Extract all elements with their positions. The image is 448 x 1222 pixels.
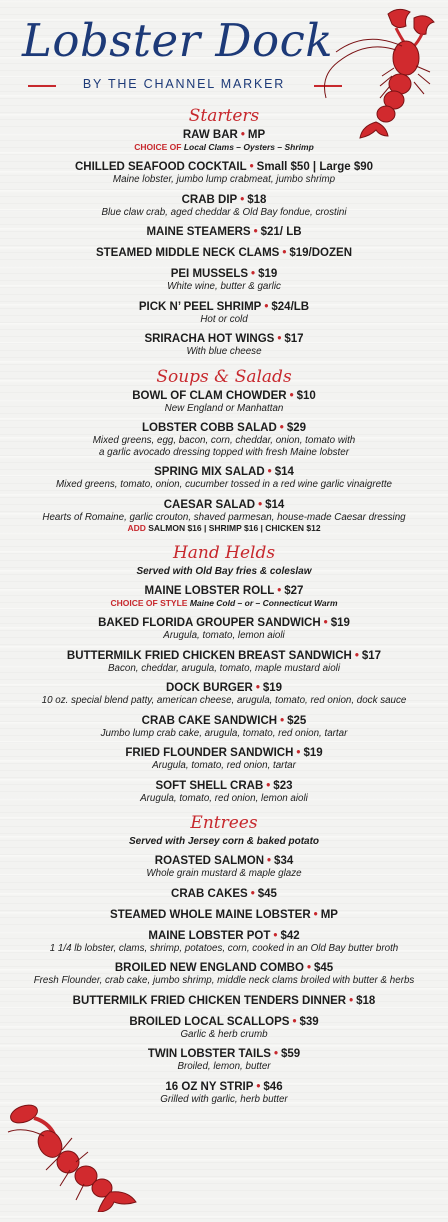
- item-description: Blue claw crab, aged cheddar & Old Bay fondue, crostini: [101, 206, 347, 218]
- menu-item: [0, 160, 448, 186]
- item-price: $29: [286, 422, 307, 434]
- item-description: White wine, butter & garlic: [167, 281, 281, 292]
- item-price: $17: [284, 333, 304, 345]
- item-price: $19: [262, 682, 283, 694]
- menu-item-line: [0, 246, 448, 260]
- item-name: BUTTERMILK FRIED CHICKEN BREAST SANDWICH: [66, 649, 352, 662]
- menu-item: [0, 332, 448, 358]
- menu-item-line: [0, 332, 448, 346]
- option-text: Maine Cold – or – Connecticut Warm: [189, 598, 338, 608]
- item-name: ROASTED SALMON: [154, 855, 265, 867]
- item-options: [0, 598, 448, 609]
- item-price: $17: [361, 649, 382, 662]
- item-name: CRAB DIP: [181, 193, 238, 206]
- menu-item-line: [0, 128, 448, 142]
- bullet-separator: •: [282, 247, 287, 259]
- item-name: LOBSTER COBB SALAD: [141, 422, 277, 434]
- item-name: MAINE STEAMERS: [146, 226, 251, 238]
- bullet-separator: •: [253, 226, 258, 238]
- menu-item: [0, 128, 448, 153]
- bullet-separator: •: [255, 682, 260, 694]
- menu-item-line: [0, 465, 448, 479]
- bullet-separator: •: [277, 333, 282, 345]
- item-description: Garlic & herb crumb: [180, 1028, 268, 1040]
- option-label: CHOICE OF: [134, 142, 182, 152]
- menu-item: [0, 854, 448, 880]
- item-name: BROILED LOCAL SCALLOPS: [129, 1015, 290, 1028]
- option-text: SALMON $16 | SHRIMP $16 | CHICKEN $12: [148, 523, 321, 533]
- bullet-separator: •: [306, 962, 311, 974]
- bullet-separator: •: [289, 389, 294, 402]
- item-description: 1 1/4 lb lobster, clams, shrimp, potatoes, corn, cooked in an Old Bay butter broth: [49, 942, 399, 954]
- menu-item: [0, 267, 448, 293]
- menu-item: [0, 225, 448, 239]
- menu-item: [0, 746, 448, 772]
- section-note: Served with Jersey corn & baked potato: [128, 836, 320, 847]
- item-description: With blue cheese: [186, 346, 262, 357]
- menu-item: [0, 389, 448, 415]
- menu-item-line: [0, 649, 448, 663]
- menu-item-line: [0, 1015, 448, 1029]
- item-name: CRAB CAKES: [171, 887, 248, 900]
- item-price: $23: [273, 779, 293, 792]
- bullet-separator: •: [323, 617, 328, 629]
- item-name: 16 OZ NY STRIP: [165, 1080, 254, 1093]
- menu-item: [0, 887, 448, 901]
- item-name: CAESAR SALAD: [163, 498, 256, 511]
- menu-item-line: [0, 854, 448, 868]
- menu-item: [0, 1047, 448, 1073]
- item-price: $42: [280, 929, 300, 942]
- menu-item-line: [0, 961, 448, 975]
- bullet-separator: •: [354, 649, 359, 662]
- item-description: Bacon, cheddar, arugula, tomato, maple mustard aioli: [108, 662, 340, 674]
- item-description: Maine lobster, jumbo lump crabmeat, jumbo shrimp: [112, 174, 336, 185]
- item-description: Fresh Flounder, crab cake, jumbo shrimp, middle neck clams broiled with butter & herbs: [33, 975, 415, 986]
- menu-item: [0, 584, 448, 609]
- item-price: Small $50 | Large $90: [256, 161, 374, 173]
- menu-item-line: [0, 887, 448, 901]
- bullet-separator: •: [264, 300, 269, 313]
- menu-item: [0, 465, 448, 491]
- item-description: Arugula, tomato, red onion, tartar: [152, 760, 296, 771]
- bullet-separator: •: [266, 779, 271, 792]
- item-options: [0, 523, 448, 534]
- tagline-divider-left: [28, 85, 56, 87]
- menu-item: [0, 616, 448, 642]
- item-name: RAW BAR: [182, 129, 238, 141]
- item-options: [0, 142, 448, 153]
- bullet-separator: •: [313, 908, 318, 921]
- bullet-separator: •: [296, 747, 301, 759]
- item-description: 10 oz. special blend patty, american cheese, arugula, tomato, red onion, dock sauce: [41, 695, 407, 706]
- bullet-separator: •: [251, 268, 256, 280]
- item-name: BROILED NEW ENGLAND COMBO: [114, 962, 304, 974]
- item-name: SPRING MIX SALAD: [154, 466, 265, 478]
- section-title: Entrees: [190, 813, 258, 833]
- menu-item: [0, 779, 448, 805]
- item-name: PICK N’ PEEL SHRIMP: [138, 300, 262, 313]
- bullet-separator: •: [279, 422, 284, 434]
- item-price: $18: [356, 994, 376, 1007]
- bullet-separator: •: [349, 994, 354, 1007]
- item-description: a garlic avocado dressing topped with fresh Maine lobster: [99, 446, 349, 458]
- menu-item-line: [0, 929, 448, 943]
- item-name: FRIED FLOUNDER SANDWICH: [125, 747, 294, 759]
- item-price: $18: [247, 193, 267, 206]
- menu-item: [0, 929, 448, 955]
- item-description: Mixed greens, tomato, onion, cucumber tossed in a red wine garlic vinaigrette: [56, 479, 392, 490]
- item-name: DOCK BURGER: [165, 682, 253, 694]
- menu-item-line: [0, 1080, 448, 1094]
- menu-item-line: [0, 300, 448, 314]
- tagline-row: [18, 77, 348, 93]
- menu-item-line: [0, 498, 448, 512]
- item-price: $10: [296, 389, 316, 402]
- lobster-illustration-bottom: [4, 1100, 142, 1212]
- bullet-separator: •: [249, 161, 254, 173]
- item-description: Arugula, tomato, red onion, lemon aioli: [140, 792, 308, 804]
- item-name: CHILLED SEAFOOD COCKTAIL: [74, 161, 247, 173]
- item-price: $45: [257, 887, 277, 900]
- section-title: Hand Helds: [172, 543, 276, 563]
- menu-item-line: [0, 421, 448, 435]
- item-name: SOFT SHELL CRAB: [155, 779, 264, 792]
- option-text: Local Clams – Oysters – Shrimp: [183, 142, 314, 152]
- item-price: $14: [265, 498, 285, 511]
- item-description: Grilled with garlic, herb butter: [160, 1093, 288, 1105]
- bullet-separator: •: [277, 585, 282, 597]
- item-description: Arugula, tomato, lemon aioli: [163, 630, 285, 641]
- item-price: $25: [287, 714, 307, 727]
- option-label: ADD: [127, 523, 146, 533]
- bullet-separator: •: [267, 855, 272, 867]
- bullet-separator: •: [240, 129, 245, 141]
- item-price: $19: [258, 268, 278, 280]
- item-price: $19: [330, 617, 350, 629]
- bullet-separator: •: [250, 887, 255, 900]
- menu-item: [0, 649, 448, 675]
- menu-item: [0, 300, 448, 326]
- menu-item-line: [0, 681, 448, 695]
- item-name: STEAMED WHOLE MAINE LOBSTER: [110, 908, 311, 921]
- menu-item: [0, 246, 448, 260]
- item-name: BOWL OF CLAM CHOWDER: [132, 389, 287, 402]
- section-note: Served with Old Bay fries & coleslaw: [136, 566, 312, 577]
- item-name: PEI MUSSELS: [170, 268, 249, 280]
- tagline: BY THE CHANNEL MARKER: [82, 77, 286, 91]
- item-description: Broiled, lemon, butter: [177, 1061, 271, 1072]
- item-description: Hot or cold: [200, 313, 248, 325]
- menu-item-line: [0, 160, 448, 174]
- item-price: $39: [299, 1015, 319, 1028]
- bullet-separator: •: [267, 466, 272, 478]
- bullet-separator: •: [292, 1015, 297, 1028]
- menu-content: [0, 100, 448, 1112]
- menu-item: [0, 421, 448, 458]
- item-price: $27: [284, 585, 304, 597]
- menu-item-line: [0, 389, 448, 403]
- item-price: $19/DOZEN: [289, 247, 353, 259]
- option-label: CHOICE OF STYLE: [110, 598, 188, 608]
- menu-item-line: [0, 267, 448, 281]
- bullet-separator: •: [258, 498, 263, 511]
- menu-item-line: [0, 779, 448, 793]
- item-price: $46: [263, 1080, 283, 1093]
- menu-item: [0, 908, 448, 922]
- item-price: $34: [274, 855, 294, 867]
- bullet-separator: •: [280, 714, 285, 727]
- item-description: Mixed greens, egg, bacon, corn, cheddar, onion, tomato with: [92, 435, 356, 446]
- item-description: Whole grain mustard & maple glaze: [146, 868, 302, 879]
- menu-item: [0, 961, 448, 987]
- menu-item: [0, 681, 448, 707]
- item-description: Jumbo lump crab cake, arugula, tomato, red onion, tartar: [100, 727, 348, 739]
- menu-item-line: [0, 584, 448, 598]
- item-name: TWIN LOBSTER TAILS: [147, 1048, 271, 1060]
- item-price: MP: [247, 129, 266, 141]
- menu-item-line: [0, 908, 448, 922]
- menu-item: [0, 714, 448, 740]
- bullet-separator: •: [256, 1080, 261, 1093]
- menu-item: [0, 1015, 448, 1041]
- item-price: $59: [280, 1048, 301, 1060]
- menu-item: [0, 994, 448, 1008]
- brand-title: Lobster Dock: [22, 14, 334, 67]
- item-price: $14: [274, 466, 294, 478]
- bullet-separator: •: [273, 929, 278, 942]
- section-title: Soups & Salads: [156, 366, 292, 387]
- item-name: CRAB CAKE SANDWICH: [141, 714, 278, 727]
- menu-item-line: [0, 225, 448, 239]
- section-title: Starters: [188, 106, 260, 126]
- bullet-separator: •: [273, 1048, 278, 1060]
- bullet-separator: •: [240, 193, 245, 206]
- item-price: MP: [320, 908, 338, 921]
- menu-item: [0, 498, 448, 535]
- item-price: $45: [313, 962, 334, 974]
- item-name: STEAMED MIDDLE NECK CLAMS: [95, 247, 280, 259]
- item-name: BAKED FLORIDA GROUPER SANDWICH: [98, 617, 321, 629]
- menu-item-line: [0, 1047, 448, 1061]
- menu-item-line: [0, 746, 448, 760]
- menu-item: [0, 193, 448, 219]
- item-name: MAINE LOBSTER ROLL: [144, 585, 275, 597]
- item-price: $21/ LB: [260, 226, 302, 238]
- item-description: New England or Manhattan: [164, 402, 284, 414]
- item-description: Hearts of Romaine, garlic crouton, shaved parmesan, house-made Caesar dressing: [42, 511, 406, 523]
- item-price: $24/LB: [271, 300, 310, 313]
- menu-item-line: [0, 994, 448, 1008]
- item-name: BUTTERMILK FRIED CHICKEN TENDERS DINNER: [72, 994, 347, 1007]
- item-name: MAINE LOBSTER POT: [148, 929, 271, 942]
- menu-item-line: [0, 193, 448, 207]
- menu-item-line: [0, 714, 448, 728]
- menu-item: [0, 1080, 448, 1106]
- item-name: SRIRACHA HOT WINGS: [144, 333, 275, 345]
- menu-item-line: [0, 616, 448, 630]
- item-price: $19: [303, 747, 323, 759]
